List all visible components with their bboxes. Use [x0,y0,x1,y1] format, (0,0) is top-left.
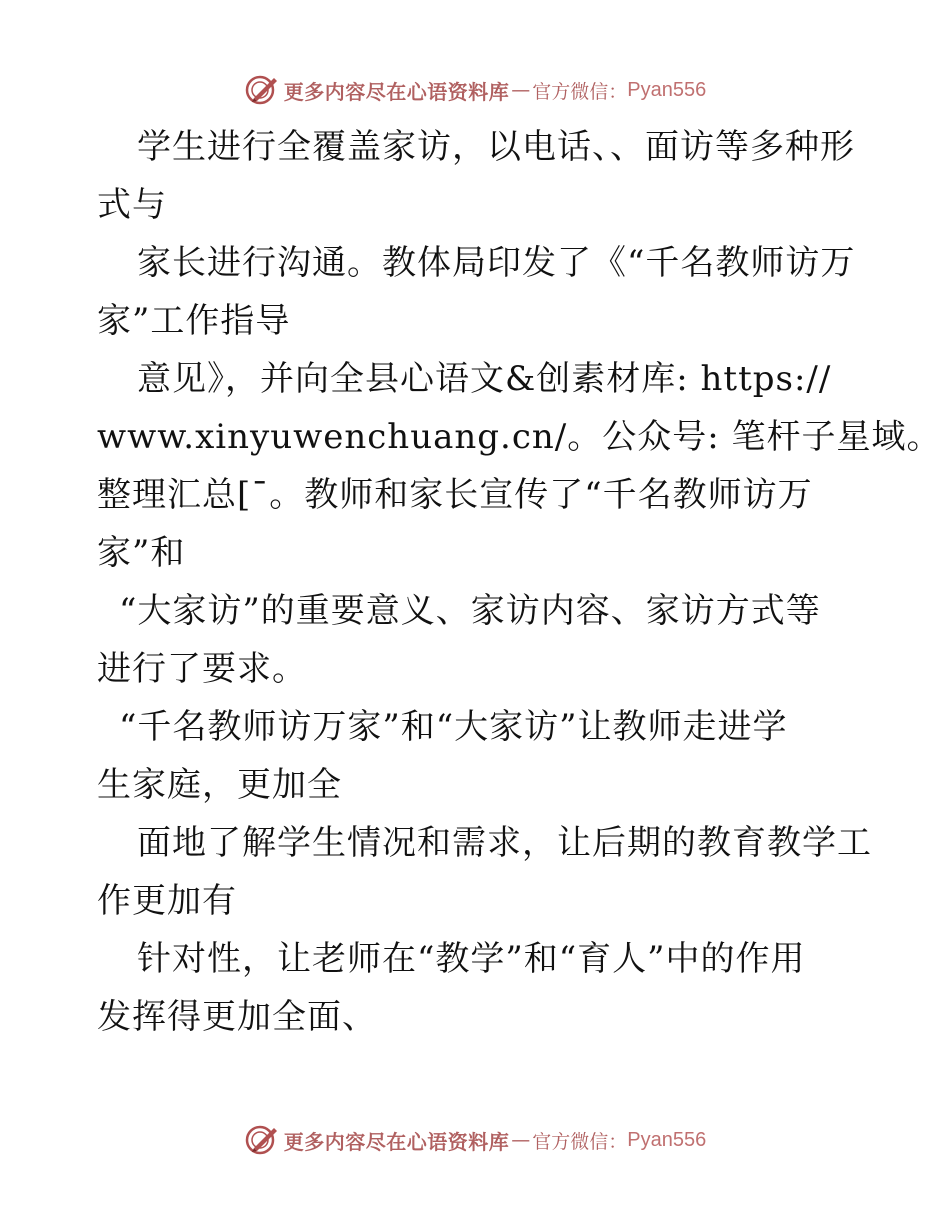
wechat-label: 官方微信： [532,1130,628,1153]
text-line: 学生进行全覆盖家访，以电话、、面访等多种形 [137,127,855,167]
text-line: 意见》，并向全县心语文&创素材库: https:// [137,359,832,399]
text-line: www.xinyuwenchuang.cn/。公众号: 笔杆子星域。 [97,417,942,457]
document-body [97,118,942,1046]
text-line: 进行了要求。 [97,649,307,689]
pen-logo-icon [244,72,280,108]
text-line: 作更加有 [97,881,237,921]
wechat-label: 官方微信： [532,80,628,103]
text-line: 整理汇总[¯。教师和家长宣传了“千名教师访万 [97,475,813,515]
text-line: 家”和 [97,533,186,573]
text-line: 发挥得更加全面、 [97,997,377,1037]
pen-logo-icon [244,1122,280,1158]
banner-text: 更多内容尽在心语资料库 [283,79,510,104]
text-line: 家长进行沟通。教体局印发了《“千名教师访万 [137,243,856,283]
text-line: “大家访”的重要意义、家访内容、家访方式等 [119,591,821,631]
banner-dash: — [511,79,531,101]
footer-banner [0,1120,950,1160]
wechat-id: Pyan556 [627,78,707,101]
wechat-id: Pyan556 [627,1128,707,1151]
text-line: 式与 [97,185,167,225]
banner-text: 更多内容尽在心语资料库 [283,1129,510,1154]
text-line: 家”工作指导 [97,301,291,341]
text-line: “千名教师访万家”和“大家访”让教师走进学 [119,707,788,747]
text-line: 针对性，让老师在“教学”和“育人”中的作用 [137,939,806,979]
banner-dash: — [511,1129,531,1151]
text-line: 面地了解学生情况和需求，让后期的教育教学工 [137,823,872,863]
header-banner [0,70,950,110]
text-line: 生家庭，更加全 [97,765,342,805]
